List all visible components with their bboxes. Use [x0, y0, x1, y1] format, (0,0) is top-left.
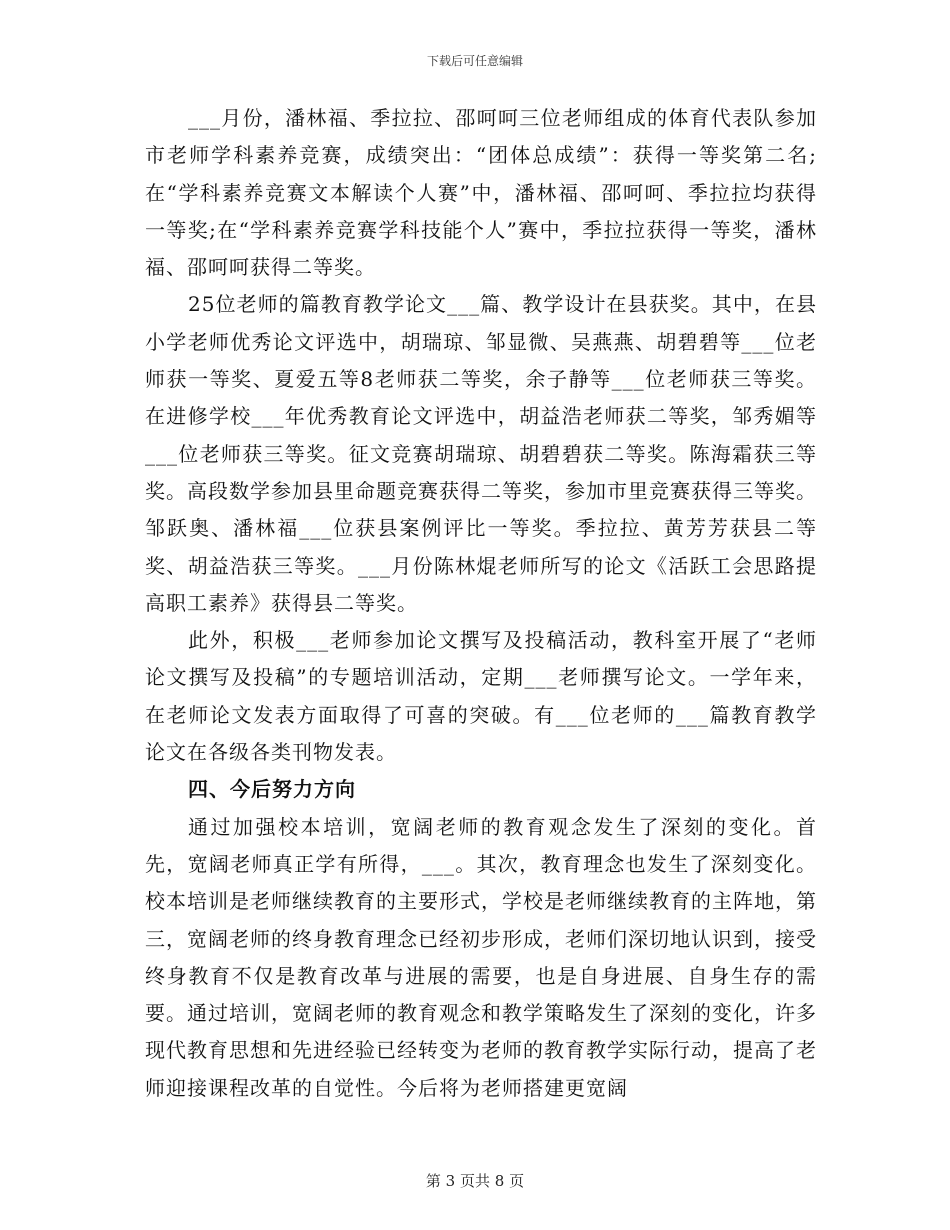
paragraph-paper-publishing: 此外，积极___老师参加论文撰写及投稿活动，教科室开展了“老师论文撰写及投稿”的专题培训活动，定期___老师撰写论文。一学年来，在老师论文发表方面取得了可喜的突破。有___位老师的___篇教育教学论文在各级各类刊物发表。: [145, 628, 817, 765]
document-body: [145, 100, 817, 1107]
paragraph-sports-competition: ___月份，潘林福、季拉拉、邵呵呵三位老师组成的体育代表队参加市老师学科素养竞赛，成绩突出：“团体总成绩”：获得一等奖第二名;在“学科素养竞赛文本解读个人赛”中，潘林福、邵呵呵、季拉拉均获得一等奖;在“学科素养竞赛学科技能个人”赛中，季拉拉获得一等奖，潘林福、邵呵呵获得二等奖。: [145, 106, 817, 280]
paragraph-future-direction: 通过加强校本培训，宽阔老师的教育观念发生了深刻的变化。首先，宽阔老师真正学有所得，___。其次，教育理念也发生了深刻变化。校本培训是老师继续教育的主要形式，学校是老师继续教育的主阵地，第三，宽阔老师的终身教育理念已经初步形成，老师们深切地认识到，接受终身教育不仅是教育改革与进展的需要，也是自身进展、自身生存的需要。通过培训，宽阔老师的教育观念和教学策略发生了深刻的变化，许多现代教育思想和先进经验已经转变为老师的教育教学实际行动，提高了老师迎接课程改革的自觉性。今后将为老师搭建更宽阔: [145, 814, 817, 1100]
section-heading: 四、今后努力方向: [188, 777, 356, 802]
page-number: 第 3 页共 8 页: [425, 1172, 525, 1190]
paragraph-paper-awards: 25位老师的篇教育教学论文___篇、教学设计在县获奖。其中，在县小学老师优秀论文评选中，胡瑞琼、邹显微、吴燕燕、胡碧碧等___位老师获一等奖、夏爱五等8老师获二等奖，余子静等___位老师获三等奖。在进修学校___年优秀教育论文评选中，胡益浩老师获二等奖，邹秀媚等___位老师获三等奖。征文竞赛胡瑞琼、胡碧碧获二等奖。陈海霜获三等奖。高段数学参加县里命题竞赛获得二等奖，参加市里竞赛获得三等奖。邹跃奥、潘林福___位获县案例评比一等奖。季拉拉、黄芳芳获县二等奖、胡益浩获三等奖。___月份陈林焜老师所写的论文《活跃工会思路提高职工素养》获得县二等奖。: [145, 292, 817, 615]
page-header-note: 下载后可任意编辑: [426, 54, 523, 68]
